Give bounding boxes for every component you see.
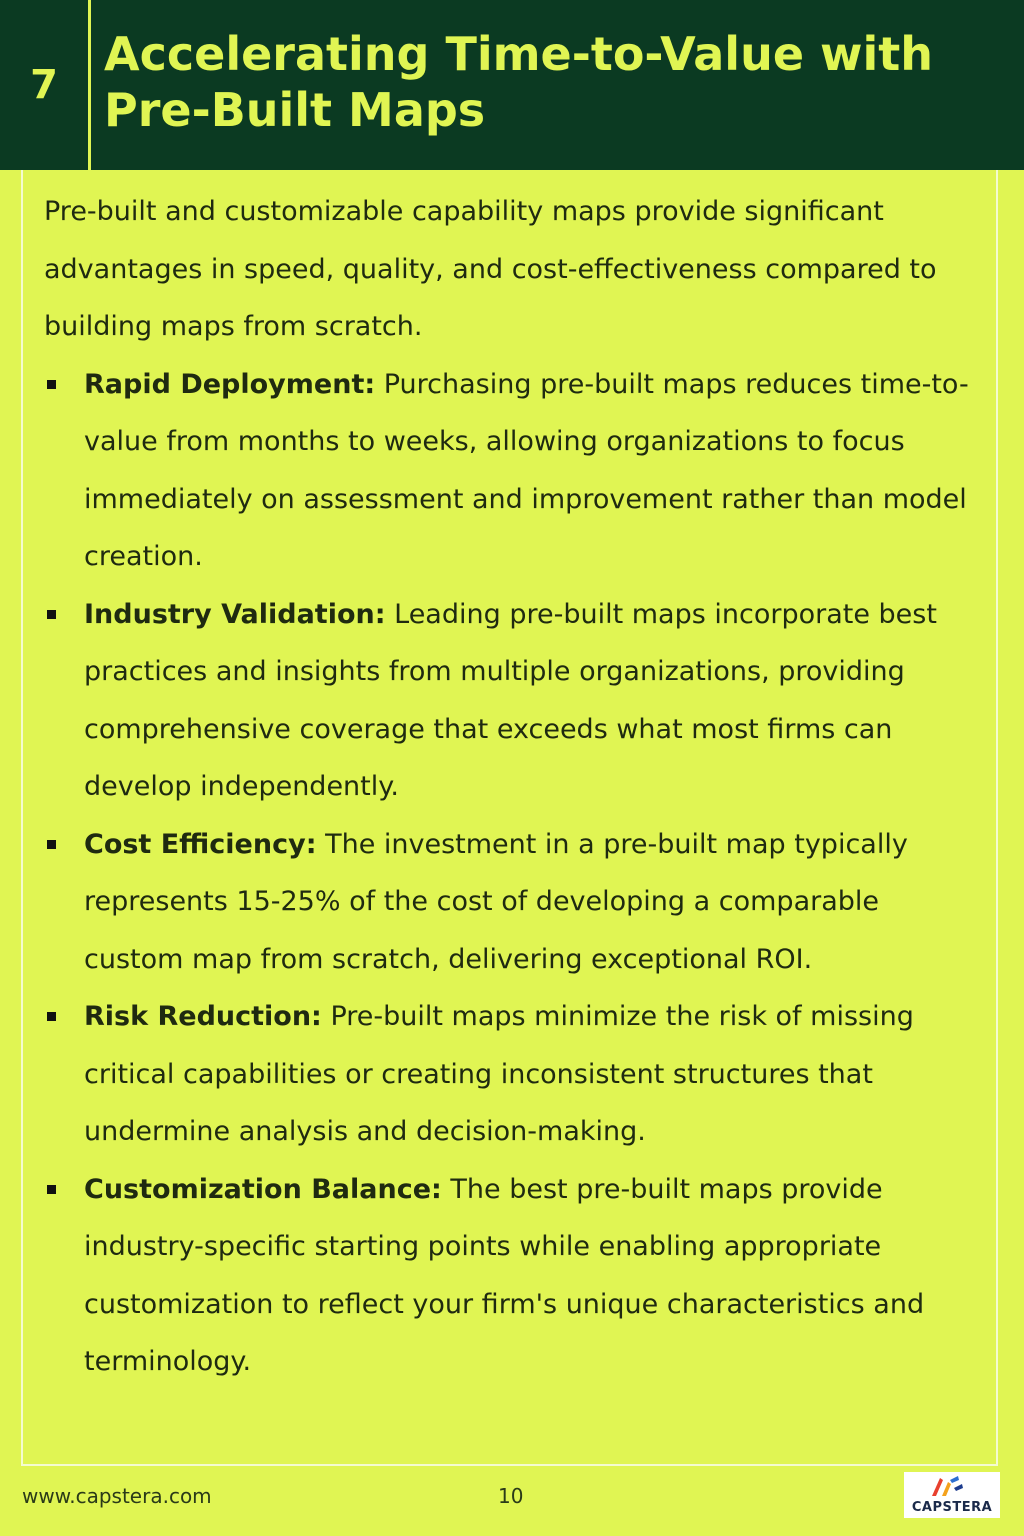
square-bullet-icon	[47, 1185, 56, 1194]
square-bullet-icon	[47, 380, 56, 389]
capstera-logo	[904, 1472, 1000, 1518]
benefits-list	[44, 356, 979, 1391]
page-title: Accelerating Time-to-Value with Pre-Built Maps	[104, 27, 934, 137]
section-number: 7	[30, 62, 58, 108]
bullet-text: The best pre-built maps provide industry-specific starting points while enabling appropriate customization to reflect your firm's unique characteristics and terminology.	[84, 1173, 925, 1377]
bullet-text: Pre-built maps minimize the risk of missing critical capabilities or creating inconsistent structures that undermine analysis and decision-making.	[84, 1001, 914, 1147]
bullet-term: Rapid Deployment:	[84, 368, 376, 400]
header-divider	[88, 0, 91, 170]
logo-wordmark: CAPSTERA	[911, 1500, 993, 1515]
list-item	[44, 988, 979, 1161]
bullet-text: Purchasing pre-built maps reduces time-to-value from months to weeks, allowing organizations to focus immediately on assessment and improvement rather than model creation.	[84, 368, 969, 572]
square-bullet-icon	[47, 610, 56, 619]
bullet-text: Leading pre-built maps incorporate best practices and insights from multiple organizations, providing comprehensive coverage that exceeds what most firms can develop independently.	[84, 598, 937, 802]
list-item	[44, 586, 979, 816]
square-bullet-icon	[47, 1012, 56, 1021]
page-number: 10	[498, 1484, 524, 1508]
intro-paragraph: Pre-built and customizable capability maps provide significant advantages in speed, quality, and cost-effectiveness compared to building maps from scratch.	[44, 196, 937, 342]
bullet-term: Cost Efficiency:	[84, 828, 317, 860]
bullet-text: The investment in a pre-built map typically represents 15-25% of the cost of developing a comparable custom map from scratch, delivering exceptional ROI.	[84, 828, 908, 975]
bullet-term: Risk Reduction:	[84, 1001, 322, 1032]
bullet-term: Industry Validation:	[84, 598, 386, 630]
page-header	[0, 0, 1024, 170]
bullet-term: Customization Balance:	[84, 1173, 442, 1205]
list-item	[44, 1161, 979, 1391]
content-body	[44, 183, 979, 1391]
square-bullet-icon	[47, 840, 56, 849]
footer-website-link[interactable]: www.capstera.com	[22, 1484, 212, 1508]
list-item	[44, 816, 979, 989]
list-item	[44, 356, 979, 586]
capstera-logo-icon	[928, 1474, 976, 1500]
